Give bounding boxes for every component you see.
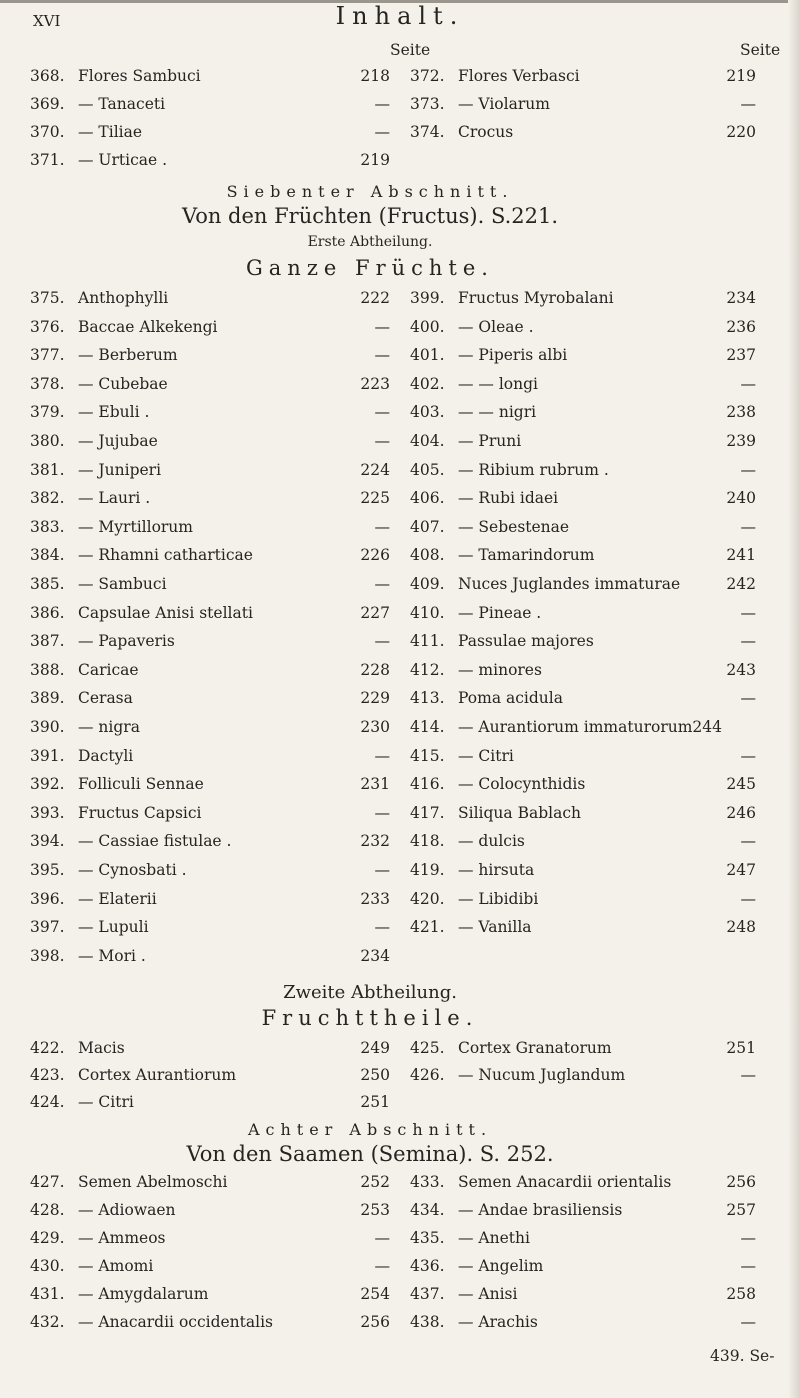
entry-page-right: — <box>740 1066 756 1084</box>
entry-page-right: 256 <box>726 1173 756 1191</box>
entry-number-left: 432. <box>30 1313 65 1331</box>
entry-number-right: 425. <box>410 1039 445 1057</box>
entry-name-right: — Pruni <box>458 432 522 450</box>
entry-page-left: — <box>374 95 390 113</box>
entry-page-right: — <box>740 460 756 479</box>
entry-number-left: 375. <box>30 289 65 307</box>
entry-name-left: Baccae Alkekengi <box>78 317 218 336</box>
entry-number-left: 368. <box>30 67 65 85</box>
entry-name-right: Fructus Myrobalani <box>458 289 614 307</box>
entry-row <box>30 942 780 970</box>
entry-row <box>30 856 780 884</box>
entry-name-right: Cortex Granatorum <box>458 1039 612 1057</box>
entry-name-left: Dactyli <box>78 746 134 765</box>
entry-page-right: — <box>740 517 756 536</box>
entry-page-right: 248 <box>726 918 756 937</box>
entry-name-left: — Adiowaen <box>78 1201 176 1219</box>
group-fruchttheile: Fruchttheile. <box>261 1006 479 1030</box>
entry-name-right: — Colocynthidis <box>458 775 586 794</box>
entry-page-left: 219 <box>360 151 390 169</box>
entry-name-right: — Ribium rubrum . <box>458 460 609 479</box>
entry-name-left: Fructus Capsici <box>78 803 202 822</box>
running-title: Inhalt. <box>335 2 465 30</box>
entry-number-left: 387. <box>30 632 65 651</box>
entry-name-left: Capsulae Anisi stellati <box>78 603 253 622</box>
entry-number-right: 438. <box>410 1313 445 1331</box>
entry-page-left: 251 <box>360 1093 390 1111</box>
entry-row <box>30 742 780 770</box>
entry-name-left: Macis <box>78 1039 125 1057</box>
entry-row <box>30 398 780 426</box>
entry-number-right: 372. <box>410 67 445 85</box>
entry-number-right: 420. <box>410 889 445 908</box>
entry-page-left: — <box>374 1257 390 1275</box>
entry-name-left: — Ebuli . <box>78 403 150 422</box>
entry-name-right: Passulae majores <box>458 632 594 651</box>
entry-row <box>30 656 780 684</box>
entry-number-left: 390. <box>30 718 65 736</box>
entry-number-left: 370. <box>30 123 65 141</box>
entry-name-left: — Papaveris <box>78 632 175 651</box>
entry-name-left: — Cubebae <box>78 374 168 393</box>
entry-name-left: — Myrtillorum <box>78 517 193 536</box>
entry-page-right: — <box>740 832 756 851</box>
entry-name-right: — Violarum <box>458 95 550 113</box>
entry-name-right: — Rubi idaei <box>458 489 559 508</box>
entry-row <box>30 1308 780 1336</box>
entry-name-right: — — nigri <box>458 403 537 422</box>
section-title-saamen: Von den Saamen (Semina). S. 252. <box>186 1142 554 1166</box>
entry-number-right: 410. <box>410 603 445 622</box>
entry-name-left: — Sambuci <box>78 575 167 593</box>
entry-number-left: 394. <box>30 832 65 851</box>
entry-name-right: — hirsuta <box>458 861 535 879</box>
entry-number-left: 392. <box>30 775 65 794</box>
entry-page-right: — <box>740 95 756 113</box>
entry-name-left: — Berberum <box>78 346 178 365</box>
entry-name-left: — Lauri . <box>78 489 151 508</box>
entry-number-right: 404. <box>410 432 445 450</box>
entry-name-right: — Oleae . <box>458 317 534 336</box>
entry-row <box>30 118 780 146</box>
section-title-fruechte: Von den Früchten (Fructus). S.221. <box>181 204 559 228</box>
entry-number-left: 381. <box>30 460 65 479</box>
entry-number-right: 406. <box>410 489 445 508</box>
entry-page-right: 245 <box>726 775 756 794</box>
entry-number-right: 413. <box>410 689 445 708</box>
entry-page-right: 251 <box>726 1039 756 1057</box>
seite-header-row <box>30 36 780 64</box>
entry-name-right: — Tamarindorum <box>458 546 595 565</box>
entry-name-left: — Rhamni catharticae <box>78 546 253 565</box>
entry-name-right: — Libidibi <box>458 889 539 908</box>
entry-name-right: — — longi <box>458 374 539 393</box>
entry-name-right: — Piperis albi <box>458 346 568 365</box>
catchword: 439. Se- <box>710 1347 775 1365</box>
entry-row <box>30 684 780 712</box>
entry-name-left: — Anacardii occidentalis <box>78 1313 274 1331</box>
entry-name-right: — Aurantiorum immaturorum244 <box>458 718 722 736</box>
entry-row <box>30 799 780 827</box>
section-heading-achter: Achter Abschnitt. <box>247 1120 493 1139</box>
section-heading-siebenter: Siebenter Abschnitt. <box>226 182 514 201</box>
entry-number-left: 397. <box>30 918 65 937</box>
entry-number-right: 403. <box>410 403 445 422</box>
entry-name-right: — Anisi <box>458 1285 518 1303</box>
entry-name-right: Nuces Juglandes immaturae <box>458 575 681 593</box>
entry-page-left: 223 <box>360 374 390 393</box>
entry-name-right: Siliqua Bablach <box>458 803 581 822</box>
entry-row <box>30 770 780 798</box>
entry-name-left: Anthophylli <box>78 289 169 307</box>
entry-number-right: 419. <box>410 861 445 879</box>
entry-number-left: 383. <box>30 517 65 536</box>
entry-number-right: 373. <box>410 95 445 113</box>
entry-number-right: 405. <box>410 460 445 479</box>
entry-row <box>30 370 780 398</box>
entry-name-left: — Elaterii <box>78 889 157 908</box>
entry-page-right: — <box>740 1257 756 1275</box>
entry-name-left: — Urticae . <box>78 151 168 169</box>
entry-name-left: Semen Abelmoschi <box>78 1173 228 1191</box>
entry-number-right: 433. <box>410 1173 445 1191</box>
entry-name-left: Caricae <box>78 660 139 679</box>
entry-number-left: 396. <box>30 889 65 908</box>
entry-number-right: 407. <box>410 517 445 536</box>
entry-row <box>30 599 780 627</box>
entry-row <box>30 1252 780 1280</box>
entry-name-left: — Juniperi <box>78 460 162 479</box>
entry-page-left: — <box>374 123 390 141</box>
entry-name-left: — Mori . <box>78 946 146 965</box>
entry-row <box>30 570 780 598</box>
entry-number-right: 408. <box>410 546 445 565</box>
entry-page-left: — <box>374 403 390 422</box>
entry-page-left: 227 <box>360 603 390 622</box>
entry-page-left: 224 <box>360 460 390 479</box>
entry-number-right: 416. <box>410 775 445 794</box>
entry-name-right: — Anethi <box>458 1229 530 1247</box>
entry-page-right: — <box>740 374 756 393</box>
entry-name-left: — Cassiae fistulae . <box>78 832 232 851</box>
entry-name-right: Poma acidula <box>458 689 563 708</box>
entry-row <box>30 313 780 341</box>
entry-row <box>30 456 780 484</box>
entry-name-left: Folliculi Sennae <box>78 775 204 794</box>
entry-row <box>30 1224 780 1252</box>
entry-name-right: Semen Anacardii orientalis <box>458 1173 672 1191</box>
entry-number-right: 399. <box>410 289 445 307</box>
entry-page-left: — <box>374 746 390 765</box>
entry-number-left: 427. <box>30 1173 65 1191</box>
entry-row <box>30 1088 780 1116</box>
entry-name-right: — Sebestenae <box>458 517 570 536</box>
entry-number-left: 389. <box>30 689 65 708</box>
entry-page-right: 247 <box>726 861 756 879</box>
entry-number-left: 378. <box>30 374 65 393</box>
entry-number-right: 415. <box>410 746 445 765</box>
entry-number-right: 414. <box>410 718 445 736</box>
entry-number-left: 395. <box>30 861 65 879</box>
entry-page-right: 246 <box>726 803 756 822</box>
seite-left-label: Seite <box>390 41 431 59</box>
entry-name-left: — Amygdalarum <box>78 1285 209 1303</box>
entry-number-left: 429. <box>30 1229 65 1247</box>
entry-name-right: — Arachis <box>458 1313 538 1331</box>
entry-row <box>30 90 780 118</box>
entry-row <box>30 1034 780 1062</box>
entry-number-left: 398. <box>30 946 65 965</box>
entry-number-left: 428. <box>30 1201 65 1219</box>
entry-page-right: 237 <box>726 346 756 365</box>
entry-name-right: — Citri <box>458 746 514 765</box>
entry-row <box>30 1061 780 1089</box>
entry-page-right: — <box>740 889 756 908</box>
entry-row <box>30 62 780 90</box>
entry-page-left: 231 <box>360 775 390 794</box>
seite-right-label: Seite <box>740 41 781 59</box>
entry-name-right: — Andae brasiliensis <box>458 1201 623 1219</box>
entry-page-left: 252 <box>360 1173 390 1191</box>
group-ganze-fruechte: Ganze Früchte. <box>246 256 494 280</box>
entry-page-right: — <box>740 746 756 765</box>
entry-number-left: 430. <box>30 1257 65 1275</box>
entry-page-right: — <box>740 603 756 622</box>
entry-name-right: — Pineae . <box>458 603 542 622</box>
entry-row <box>30 913 780 941</box>
entry-row <box>30 713 780 741</box>
entry-name-right: — Angelim <box>458 1257 544 1275</box>
entry-name-left: — Citri <box>78 1093 134 1111</box>
entry-page-left: 222 <box>360 289 390 307</box>
entry-page-right: 236 <box>726 317 756 336</box>
entry-row <box>30 284 780 312</box>
entry-page-left: — <box>374 575 390 593</box>
entry-page-right: — <box>740 689 756 708</box>
entry-row <box>30 341 780 369</box>
entry-name-left: — Lupuli <box>78 918 149 937</box>
entry-row <box>30 827 780 855</box>
entry-name-left: — Tiliae <box>78 123 143 141</box>
entry-page-left: 230 <box>360 718 390 736</box>
entry-number-left: 376. <box>30 317 65 336</box>
entry-number-left: 388. <box>30 660 65 679</box>
entry-number-right: 417. <box>410 803 445 822</box>
entry-page-left: 226 <box>360 546 390 565</box>
subsection-erste-abtheilung: Erste Abtheilung. <box>307 234 433 250</box>
entry-number-left: 385. <box>30 575 65 593</box>
entry-number-left: 380. <box>30 432 65 450</box>
entry-page-right: 243 <box>726 660 756 679</box>
entry-row <box>30 146 780 174</box>
entry-number-right: 434. <box>410 1201 445 1219</box>
entry-name-right: Crocus <box>458 123 514 141</box>
entry-row <box>30 1168 780 1196</box>
entry-name-right: — dulcis <box>458 832 525 851</box>
entry-page-left: 233 <box>360 889 390 908</box>
entry-page-right: 240 <box>726 489 756 508</box>
entry-number-left: 422. <box>30 1039 65 1057</box>
catchword-row <box>30 1342 780 1370</box>
entry-number-right: 401. <box>410 346 445 365</box>
entry-number-right: 418. <box>410 832 445 851</box>
entry-number-left: 377. <box>30 346 65 365</box>
entry-row <box>30 513 780 541</box>
entry-name-left: Cerasa <box>78 689 133 708</box>
entry-row <box>30 541 780 569</box>
entry-page-right: 234 <box>726 289 756 307</box>
entry-number-left: 371. <box>30 151 65 169</box>
entry-page-left: — <box>374 346 390 365</box>
entry-number-left: 424. <box>30 1093 65 1111</box>
entry-name-left: — Ammeos <box>78 1229 166 1247</box>
entry-name-left: — Amomi <box>78 1257 154 1275</box>
entry-number-right: 435. <box>410 1229 445 1247</box>
entry-number-left: 391. <box>30 746 65 765</box>
entry-name-left: — nigra <box>78 718 140 736</box>
entry-page-left: — <box>374 803 390 822</box>
entry-number-right: 374. <box>410 123 445 141</box>
entry-page-right: 241 <box>726 546 756 565</box>
entry-page-left: 253 <box>360 1201 390 1219</box>
folio-number: XVI <box>33 12 61 30</box>
entry-page-left: — <box>374 1229 390 1247</box>
entry-number-right: 402. <box>410 374 445 393</box>
entry-number-left: 423. <box>30 1066 65 1084</box>
entry-page-left: 232 <box>360 832 390 851</box>
entry-page-left: — <box>374 317 390 336</box>
entry-number-left: 393. <box>30 803 65 822</box>
entry-name-left: Cortex Aurantiorum <box>78 1066 237 1084</box>
page-edge-shadow <box>788 0 800 1398</box>
entry-page-left: 229 <box>360 689 390 708</box>
entry-name-right: — minores <box>458 660 542 679</box>
entry-page-left: 234 <box>360 946 390 965</box>
entry-row <box>30 427 780 455</box>
entry-name-right: — Vanilla <box>458 918 532 937</box>
entry-number-right: 437. <box>410 1285 445 1303</box>
entry-name-left: — Tanaceti <box>78 95 166 113</box>
entry-name-left: Flores Sambuci <box>78 67 201 85</box>
entry-page-left: 228 <box>360 660 390 679</box>
entry-page-right: — <box>740 1229 756 1247</box>
entry-number-right: 409. <box>410 575 445 593</box>
entry-row <box>30 484 780 512</box>
entry-page-left: 249 <box>360 1039 390 1057</box>
entry-page-right: 220 <box>726 123 756 141</box>
entry-page-right: 219 <box>726 67 756 85</box>
entry-page-left: 225 <box>360 489 390 508</box>
entry-number-right: 412. <box>410 660 445 679</box>
entry-page-left: — <box>374 632 390 651</box>
entry-page-right: 257 <box>726 1201 756 1219</box>
entry-page-left: — <box>374 517 390 536</box>
entry-page-right: 238 <box>726 403 756 422</box>
entry-name-left: — Cynosbati . <box>78 861 187 879</box>
entry-page-left: 254 <box>360 1285 390 1303</box>
entry-row <box>30 627 780 655</box>
entry-number-left: 369. <box>30 95 65 113</box>
entry-page-right: 239 <box>726 432 756 450</box>
entry-number-right: 426. <box>410 1066 445 1084</box>
entry-page-right: — <box>740 1313 756 1331</box>
entry-number-right: 400. <box>410 317 445 336</box>
entry-page-right: — <box>740 632 756 651</box>
entry-number-left: 386. <box>30 603 65 622</box>
entry-number-left: 379. <box>30 403 65 422</box>
entry-number-right: 411. <box>410 632 445 651</box>
entry-number-left: 384. <box>30 546 65 565</box>
entry-page-right: 258 <box>726 1285 756 1303</box>
entry-row <box>30 1196 780 1224</box>
entry-page-left: — <box>374 918 390 937</box>
entry-number-left: 382. <box>30 489 65 508</box>
entry-name-right: — Nucum Juglandum <box>458 1066 626 1084</box>
entry-name-right: Flores Verbasci <box>458 67 580 85</box>
entry-number-right: 436. <box>410 1257 445 1275</box>
entry-page-left: 218 <box>360 67 390 85</box>
subsection-zweite-abtheilung: Zweite Abtheilung. <box>283 982 457 1003</box>
entry-number-right: 421. <box>410 918 445 937</box>
entry-name-left: — Jujubae <box>78 432 158 450</box>
entry-page-left: 256 <box>360 1313 390 1331</box>
entry-page-left: — <box>374 861 390 879</box>
entry-row <box>30 885 780 913</box>
entry-number-left: 431. <box>30 1285 65 1303</box>
entry-page-right: 242 <box>726 575 756 593</box>
entry-page-left: 250 <box>360 1066 390 1084</box>
entry-row <box>30 1280 780 1308</box>
entry-page-left: — <box>374 432 390 450</box>
